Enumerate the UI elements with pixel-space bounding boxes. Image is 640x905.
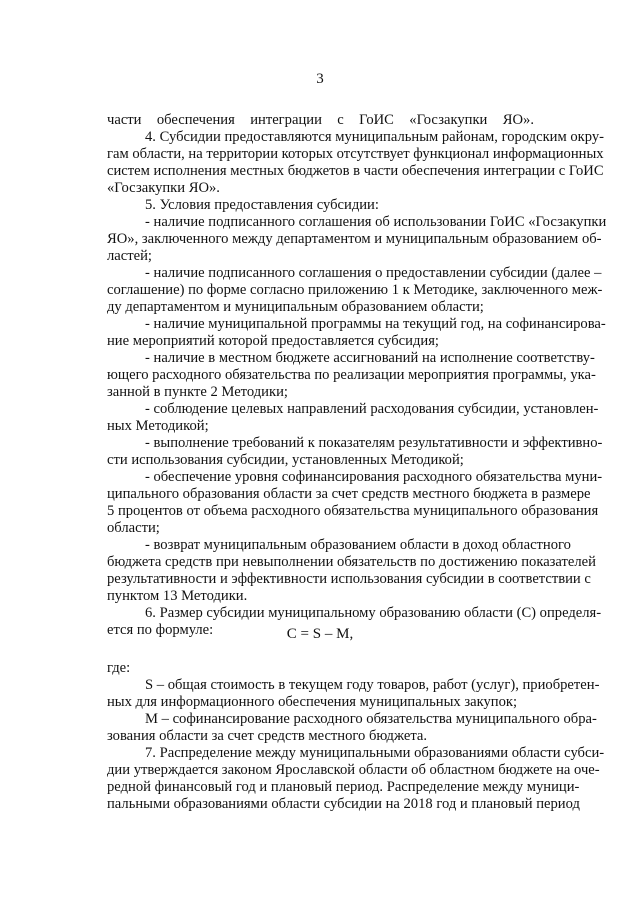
text-line: систем исполнения местных бюджетов в части обеспечения интеграции с ГоИС <box>107 163 604 179</box>
text-line: ных Методикой; <box>107 418 209 434</box>
text-line: М – софинансирование расходного обязательства муниципального обра- <box>145 711 597 727</box>
text-line: - соблюдение целевых направлений расходования субсидии, установлен- <box>145 401 599 417</box>
text-line: ных для информационного обеспечения муниципальных закупок; <box>107 694 518 710</box>
text-line: ластей; <box>107 248 152 264</box>
text-line: пунктом 13 Методики. <box>107 588 248 604</box>
text-line: где: <box>107 660 131 676</box>
text-line: сти использования субсидии, установленных Методикой; <box>107 452 464 468</box>
text-line: 5 процентов от объема расходного обязательства муниципального образования <box>107 503 599 519</box>
text-line: результативности и эффективности использования субсидии в соответствии с <box>107 571 591 587</box>
text-line: - наличие муниципальной программы на текущий год, на софинансирова- <box>145 316 606 332</box>
text-line: ющего расходного обязательства по реализации мероприятия программы, ука- <box>107 367 596 383</box>
text-line: 5. Условия предоставления субсидии: <box>145 197 379 213</box>
text-line: дии утверждается законом Ярославской области об областном бюджете на оче- <box>107 762 600 778</box>
text-line: - обеспечение уровня софинансирования расходного обязательства муни- <box>145 469 603 485</box>
text-line: ние мероприятий которой предоставляется субсидия; <box>107 333 439 349</box>
text-line: бюджета средств при невыполнении обязательств по достижению показателей <box>107 554 596 570</box>
text-line: гам области, на территории которых отсутствует функционал информационных <box>107 146 604 162</box>
text-line: занной в пункте 2 Методики; <box>107 384 288 400</box>
text-line: ется по формуле: <box>107 622 214 638</box>
text-line: S – общая стоимость в текущем году товаров, работ (услуг), приобретен- <box>145 677 600 693</box>
text-line: - наличие подписанного соглашения об использовании ГоИС «Госзакупки <box>145 214 607 230</box>
text-line: - возврат муниципальным образованием области в доход областного <box>145 537 571 553</box>
text-line: - наличие в местном бюджете ассигнований на исполнение соответству- <box>145 350 595 366</box>
page-number: 3 <box>316 71 324 87</box>
text-line: области; <box>107 520 160 536</box>
text-line: редной финансовый год и плановый период. Распределение между муници- <box>107 779 580 795</box>
text-line: части обеспечения интеграции с ГоИС «Госзакупки ЯО». <box>107 112 534 128</box>
formula: С = S – M, <box>286 626 354 642</box>
text-line: соглашение) по форме согласно приложению 1 к Методике, заключенного меж- <box>107 282 603 298</box>
text-line: ЯО», заключенного между департаментом и муниципальным образованием об- <box>107 231 602 247</box>
text-line: ду департаментом и муниципальным образованием области; <box>107 299 484 315</box>
text-line: зования области за счет средств местного бюджета. <box>107 728 428 744</box>
text-line: пальными образованиями области субсидии на 2018 год и плановый период <box>107 796 580 812</box>
text-line: 6. Размер субсидии муниципальному образованию области (С) определя- <box>145 605 602 621</box>
text-line: 7. Распределение между муниципальными образованиями области субси- <box>145 745 605 761</box>
text-line: 4. Субсидии предоставляются муниципальным районам, городским окру- <box>145 129 605 145</box>
text-line: «Госзакупки ЯО». <box>107 180 220 196</box>
text-line: ципального образования области за счет средств местного бюджета в размере <box>107 486 591 502</box>
text-line: - выполнение требований к показателям результативности и эффективно- <box>145 435 603 451</box>
text-line: - наличие подписанного соглашения о предоставлении субсидии (далее – <box>145 265 602 281</box>
